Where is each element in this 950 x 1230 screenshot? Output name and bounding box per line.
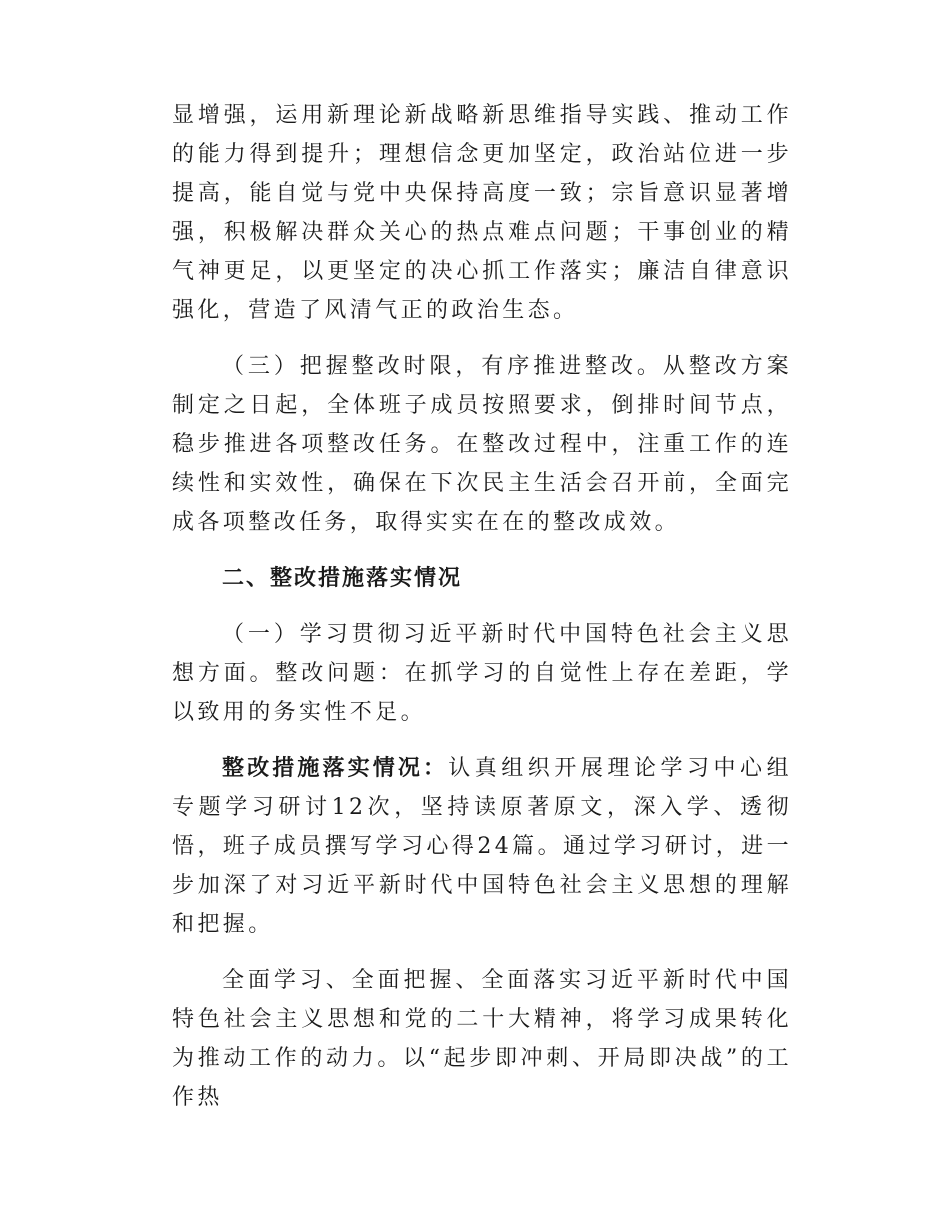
- paragraph-comprehensive-study: 全面学习、全面把握、全面落实习近平新时代中国特色社会主义思想和党的二十大精神，将学习成果转化为推动工作的动力。以“起步即冲刺、开局即决战”的工作热: [172, 968, 792, 1110]
- document-body: [172, 96, 792, 1134]
- paragraph-measures: [172, 749, 792, 944]
- measures-body: 认真组织开展理论学习中心组专题学习研讨12次，坚持读原著原文，深入学、透彻悟，班子成员撰写学习心得24篇。通过学习研讨，进一步加深了对习近平新时代中国特色社会主义思想的理解和把握。: [172, 756, 792, 937]
- measures-lead-label: 整改措施落实情况：: [222, 756, 449, 781]
- paragraph-rectification-timeline: （三）把握整改时限，有序推进整改。从整改方案制定之日起，全体班子成员按照要求，倒排时间节点，稳步推进各项整改任务。在整改过程中，注重工作的连续性和实效性，确保在下次民主生活会召开前，全面完成各项整改任务，取得实实在在的整改成效。: [172, 354, 792, 535]
- section-heading-2: 二、整改措施落实情况: [222, 566, 463, 591]
- paragraph-continuation: 显增强，运用新理论新战略新思维指导实践、推动工作的能力得到提升；理想信念更加坚定，政治站位进一步提高，能自觉与党中央保持高度一致；宗旨意识显著增强，积极解决群众关心的热点难点问题；干事创业的精气神更足，以更坚定的决心抓工作落实；廉洁自律意识强化，营造了风清气正的政治生态。: [172, 103, 792, 323]
- paragraph-study-issue: （一）学习贯彻习近平新时代中国特色社会主义思想方面。整改问题：在抓学习的自觉性上存在差距，学以致用的务实性不足。: [172, 622, 792, 725]
